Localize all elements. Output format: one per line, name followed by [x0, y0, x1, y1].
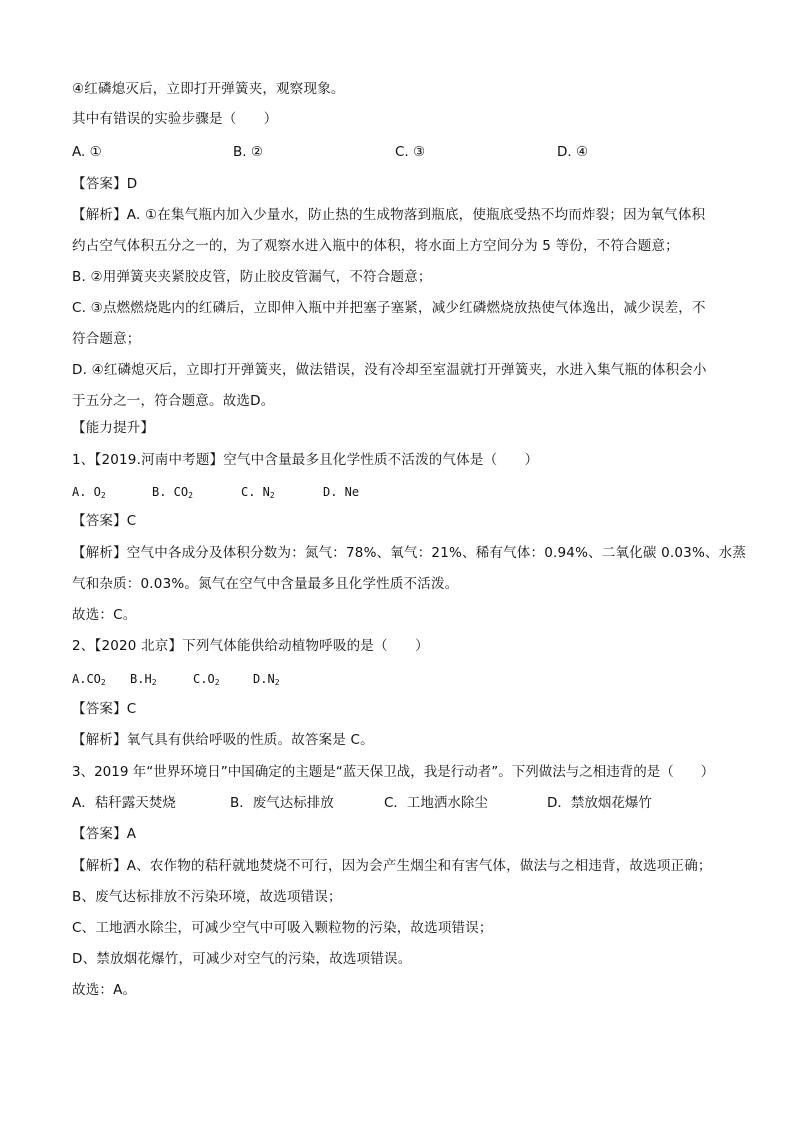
q3-option-a: A．秸秆露天焚烧 [72, 795, 176, 811]
q2-option-d: $D.N_2$ [253, 672, 280, 687]
step-4-text: ④红磷熄灭后，立即打开弹簧夹，观察现象。 [72, 81, 345, 97]
q2-option-a: $A.CO_2$ [72, 672, 106, 687]
q3-analysis-line: D、禁放烟花爆竹，可减少对空气的污染，故选项错误。 [72, 951, 412, 967]
q2-option-c: $C.O_2$ [193, 672, 220, 687]
q3-analysis-line: 【解析】A、农作物的秸秆就地焚烧不可行，因为会产生烟尘和有害气体，做法与之相违背，故选项正确； [72, 858, 712, 874]
section-title: 【能力提升】 [72, 420, 155, 436]
q3-analysis-line: B、废气达标排放不污染环境，故选项错误； [72, 889, 342, 905]
analysis-line: D. ④红磷熄灭后，立即打开弹簧夹，做法错误，没有冷却至室温就打开弹簧夹，水进入集气瓶的体积会小 [72, 362, 707, 378]
q2-option-b: $B.H_2$ [130, 672, 157, 687]
q3-option-b: B．废气达标排放 [230, 795, 334, 811]
q3-option-c: C．工地洒水除尘 [384, 795, 488, 811]
analysis-line: B. ②用弹簧夹夹紧胶皮管，防止胶皮管漏气，不符合题意； [72, 269, 432, 285]
question-1-stem: 1、【2019.河南中考题】空气中含量最多且化学性质不活泼的气体是（ ） [72, 452, 539, 468]
q3-analysis-line: C、工地洒水除尘，可减少空气中可吸入颗粒物的污染，故选项错误； [72, 920, 493, 936]
q1-option-d: D. Ne [323, 485, 360, 499]
answer-label: 【答案】D [72, 176, 138, 192]
option-d: D. ④ [557, 144, 589, 160]
question-text: 其中有错误的实验步骤是（ ） [72, 111, 278, 127]
q1-option-c: C. $N_2$ [241, 485, 275, 500]
q1-option-a: A. $O_2$ [72, 485, 106, 500]
q1-analysis-line: 【解析】空气中各成分及体积分数为：氮气：78%、氧气：21%、稀有气体：0.94%、二氧化碳 0.03%、水蒸 [72, 545, 747, 561]
analysis-line: 约占空气体积五分之一的，为了观察水进入瓶中的体积，将水面上方空间分为 5 等份，不符合题意； [72, 238, 679, 254]
analysis-line: 于五分之一，符合题意。故选D。 [72, 393, 275, 409]
option-a: A. ① [72, 144, 102, 160]
q2-answer: 【答案】C [72, 701, 137, 717]
q3-answer: 【答案】A [72, 826, 137, 842]
question-2-stem: 2、【2020 北京】下列气体能供给动植物呼吸的是（ ） [72, 638, 429, 654]
q3-conclusion: 故选：A。 [72, 982, 137, 998]
q1-analysis-line: 气和杂质：0.03%。氮气在空气中含量最多且化学性质不活泼。 [72, 576, 459, 592]
analysis-line: 符合题意； [72, 331, 141, 347]
option-b: B. ② [233, 144, 263, 160]
analysis-line: C. ③点燃燃烧匙内的红磷后，立即伸入瓶中并把塞子塞紧，减少红磷燃烧放热使气体逸出，减少误差，不 [72, 300, 706, 316]
q1-answer: 【答案】C [72, 513, 137, 529]
question-3-stem: 3、2019 年“世界环境日”中国确定的主题是“蓝天保卫战，我是行动者”。下列做法与之相违背的是（ ） [72, 764, 715, 780]
q3-option-d: D．禁放烟花爆竹 [547, 795, 652, 811]
option-c: C. ③ [395, 144, 426, 160]
analysis-line: 【解析】A. ①在集气瓶内加入少量水，防止热的生成物落到瓶底，使瓶底受热不均而炸裂；因为氧气体积 [72, 207, 706, 223]
q1-option-b: B. $CO_2$ [152, 485, 193, 500]
q1-conclusion: 故选：C。 [72, 607, 137, 623]
q2-analysis: 【解析】氧气具有供给呼吸的性质。故答案是 C。 [72, 732, 374, 748]
